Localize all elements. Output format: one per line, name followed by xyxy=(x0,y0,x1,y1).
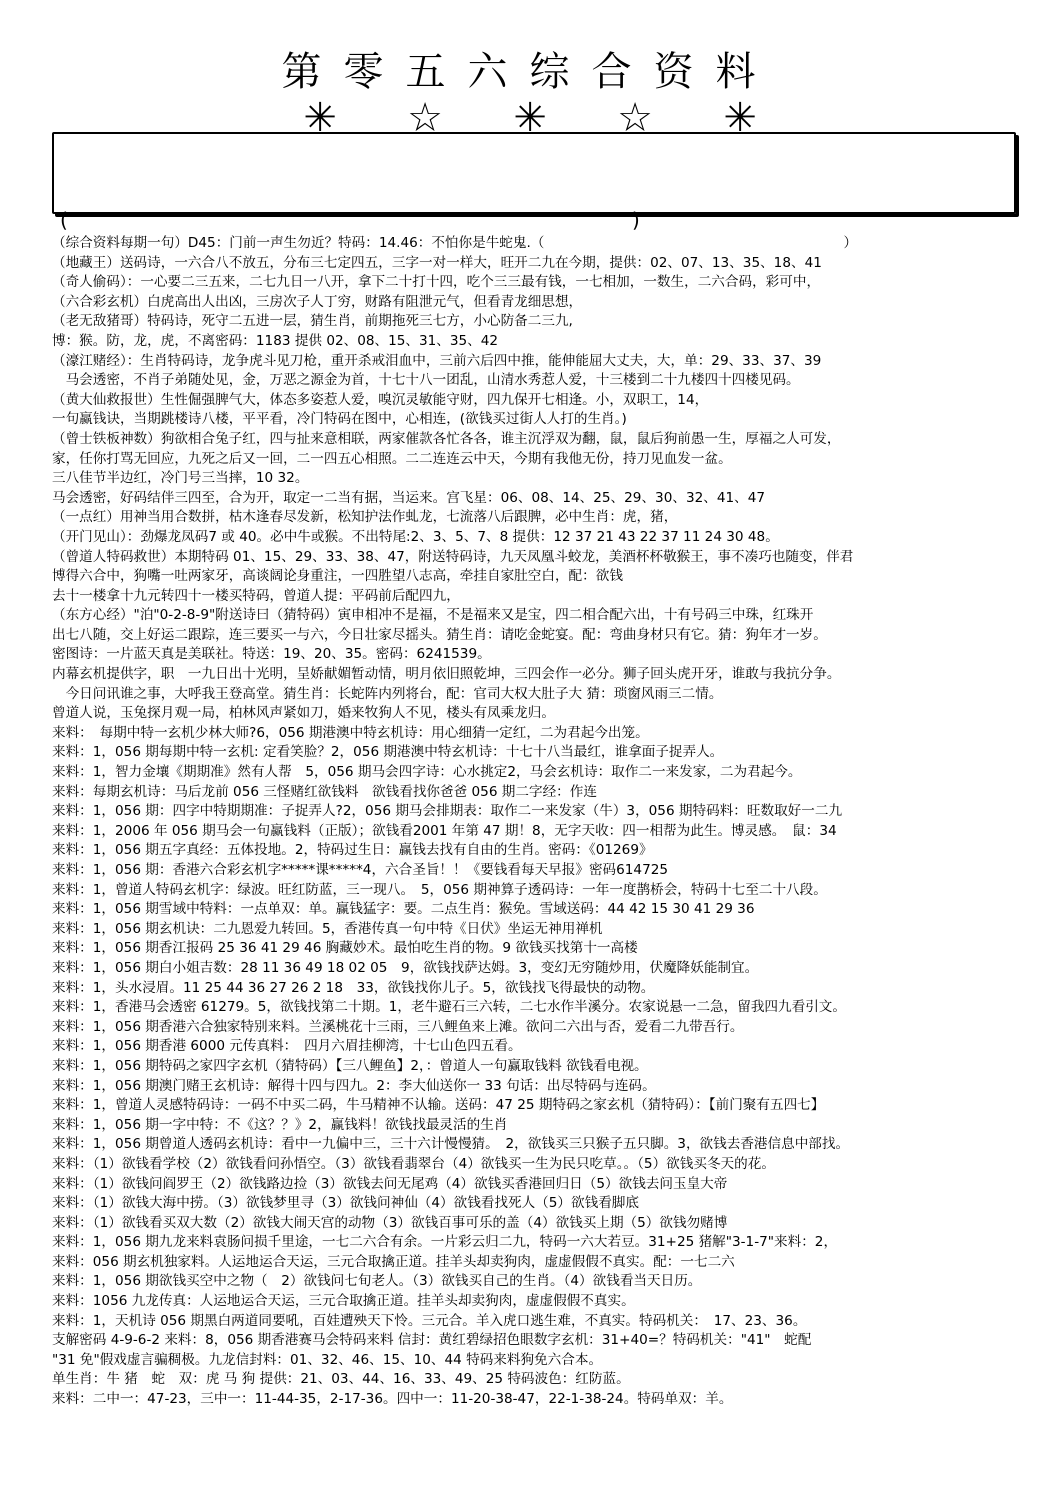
text-line: 来料：1，056 期香江报码 25 36 41 29 46 胸藏妙术。最怕吃生肖的物。9 欲钱买找第十一高楼 xyxy=(52,940,638,957)
text-line: 来料：（1）欲钱大海中捞。（3）欲钱梦里寻（3）欲钱问神仙（4）欲钱看找死人（5）欲钱看脚底 xyxy=(52,1195,639,1212)
text-line: （黄大仙救报世）生性倔强脾气大，体态多姿惹人爱，嗅沉灵敏能守财，四九保开七相逢。小，双职工，14， xyxy=(52,391,709,408)
text-line: 来料：1，香港马会透密 61279。5，欲钱找第二十期。1，老牛避石三六转，二七水作半溪分。农家说悬一二急，留我四九看引文。 xyxy=(52,999,846,1016)
text-line: 来料：1，056 期五字真经：五体投地。2，特码过生日：赢钱去找有自由的生肖。密码：《01269》 xyxy=(52,842,653,859)
star-icon: ☆ xyxy=(617,95,653,141)
text-line: （东方心经）"泊"0-2-8-9"附送诗曰（猜特码）寅申相冲不是福，不是福来又是宝，四二相合配六出，十有号码三中珠，红珠开 xyxy=(52,607,814,624)
text-line: （奇人偷码）：一心要二三五来，二七九日一八开，拿下二十打十四，吃个三三最有钱，一七相加，一数生，二六合码，彩可中， xyxy=(52,274,821,291)
text-line: 来料：1，天机诗 056 期黑白两道同要吼，百娃遭殃天下怜。三元合。羊入虎口逃生难，不真实。特码机关： 17、23、36。 xyxy=(52,1312,807,1329)
close-paren: ) xyxy=(632,208,640,232)
text-line: 来料：1，056 期：四字中特期期准：子捉弄人?2，056 期马会排期表：取作二一来发家（牛）3，056 期特码料：旺数取好一二九 xyxy=(52,803,843,820)
text-line: 来料：1，056 期曾道人透码玄机诗：看中一九偏中三，三十六计慢慢猜。 2，欲钱买三只猴子五只脚。3，欲钱去香港信息中部找。 xyxy=(52,1136,850,1153)
text-line: 来料：（1）欲钱问阎罗王（2）欲钱路边捡（3）欲钱去问无尾鸡（4）欲钱买香港回归日（5）欲钱去问玉皇大帝 xyxy=(52,1175,728,1192)
open-paren: ( xyxy=(60,208,68,232)
asterisk-icon: ✳ xyxy=(303,95,337,141)
text-line: 来料：（1）欲钱看学校（2）欲钱看问孙悟空。（3）欲钱看翡翠台（4）欲钱买一生为民只吃草。。（5）欲钱买冬天的花。 xyxy=(52,1155,775,1172)
banner-box xyxy=(52,132,1016,214)
text-line: 来料：1，056 期香港 6000 元传真料： 四月六眉挂柳湾，十七山色四五看。 xyxy=(52,1038,522,1055)
text-line: 来料：二中一：47-23，三中一：11-44-35，2-17-36。四中一：11-20-38-47，22-1-38-24。特码单双：羊。 xyxy=(52,1391,733,1408)
content-body xyxy=(52,234,1012,1410)
text-line: 来料：1，曾道人特码玄机字：绿波。旺红防蓝，三一现八。 5，056 期神算子透码诗：一年一度鹊桥会，特码十七至二十八段。 xyxy=(52,881,827,898)
text-line: 来料：1，056 期每期中特一玄机: 定看笑脸？2，056 期港澳中特玄机诗：十七十八当最红，谁拿面子捉弄人。 xyxy=(52,744,724,761)
text-line: （老无敌猪哥）特码诗，死守二五进一层，猜生肖，前期拖死三七方，小心防备二三九, xyxy=(52,313,573,330)
text-line: 支解密码 4-9-6-2 来料：8，056 期香港赛马会特码来料 信封：黄红碧绿招色眼数字玄机：31+40=？特码机关："41" 蛇配 xyxy=(52,1332,812,1349)
text-line: 来料：056 期玄机独家料。人运地运合天运，三元合取擒正道。挂羊头却卖狗肉，虚虚假假不真实。配：一七二六 xyxy=(52,1253,735,1270)
text-line: 来料：1，头水浸眉。11 25 44 36 27 26 2 18 33，欲钱找你儿子。5，欲钱找飞得最快的动物。 xyxy=(52,979,655,996)
text-line: "31 免"假戏虚言骗稠极。九龙信封料：01、32、46、15、10、44 特码来料狗免六合本。 xyxy=(52,1351,603,1368)
text-line: 曾道人说，玉兔探月观一局，柏林风声紧如刀，婚来牧狗人不见，楼头有凤乘龙归。 xyxy=(52,705,555,722)
page-title: 第零五六综合资料 xyxy=(281,49,778,95)
asterisk-icon: ✳ xyxy=(723,95,757,141)
text-line: 密图诗：一片蓝天真是美联社。特送：19、20、35。密码：6241539。 xyxy=(52,646,491,663)
text-line: 内幕玄机提供字，职 一九日出十光明，呈娇献媚暂动情，明月依旧照乾坤，三四会作一必分。狮子回头虎开牙，谁敢与我抗分争。 xyxy=(52,666,841,683)
text-line: 三八佳节半边红，冷门号三当摔，10 32。 xyxy=(52,470,309,487)
text-line: 来料：1，056 期欲钱买空中之物（ 2）欲钱问七旬老人。（3）欲钱买自己的生肖。（4）欲钱看当天日历。 xyxy=(52,1273,702,1290)
text-line: （开门见山）：劲爆龙凤码7 或 40。必中牛或猴。不出特尾:2、3、5、7、8 提供：12 37 21 43 22 37 11 24 30 48。 xyxy=(52,528,779,545)
text-line: 来料：1，056 期雪域中特料：一点单双：单。赢钱猛字：要。二点生肖：猴免。雪域送码：44 42 15 30 41 29 36 xyxy=(52,901,755,918)
text-line: 马会透密，不肖子弟随处见，金，万恶之源金为首，十七十八一团乱，山清水秀惹人爱，十三楼到二十九楼四十四楼见码。 xyxy=(52,372,800,389)
text-line: 来料：1，056 期九龙来料袁肠问损千里途，一七二六合有余。一片彩云归二九，特码一六大若豆。31+25 猪解"3-1-7"来料：2， xyxy=(52,1234,838,1251)
text-line: 来料：1，056 期玄机诀：二九恩爱九转回。5，香港传真一句中特《日伏》坐运无神用禅机 xyxy=(52,920,603,937)
text-line: （地藏王）送码诗，一六合八不放五，分布三七定四五，三字一对一样大，旺开二九在今期，提供：02、07、13、35、18、41 xyxy=(52,254,822,271)
text-line: （濠江赌经）：生肖特码诗，龙争虎斗见刀枪，重开杀戒泪血中，三前六后四中推，能伸能屈大丈夫，大，单：29、33、37、39 xyxy=(52,352,822,369)
text-line: 来料：1，曾道人灵感特码诗：一码不中买二码，牛马精神不认输。送码：47 25 期特码之家玄机（猜特码）：【前门聚有五四七】 xyxy=(52,1097,825,1114)
text-line: 一句赢钱诀，当期跳楼诗八楼，平平看，冷门特码在图中，心相连，(欲钱买过街人人打的生肖。) xyxy=(52,411,627,428)
text-line: 博：猴。防，龙，虎，不离密码：1183 提供 02、08、15、31、35、42 xyxy=(52,332,499,349)
text-line: （一点红）用神当用合数拼，枯木逢春尽发新，松知护法作虬龙，七流落八后跟脾，必中生肖：虎，猪， xyxy=(52,509,678,526)
star-icon: ☆ xyxy=(407,95,443,141)
text-line: 来料：1，056 期香港六合独家特别来料。兰溪桃花十三雨，三八鲤鱼来上滩。欲问二六出与否，爱看二九带吾行。 xyxy=(52,1018,744,1035)
text-line: 今日问讯谁之事，大呼我王登高堂。猜生肖：长蛇阵内列将台，配：官司大权大肚子大 猜：琐窗风雨三二情。 xyxy=(52,685,723,702)
text-line: 来料：（1）欲钱看买双大数（2）欲钱大闹天宫的动物（3）欲钱百事可乐的盖（4）欲钱买上期（5）欲钱勿赌博 xyxy=(52,1214,728,1231)
asterisk-icon: ✳ xyxy=(513,95,547,141)
text-line: （曾士铁板神数）狗欲相合兔子红，四与扯来意相联，两家催款各忙各各，谁主沉浮双为翻，鼠，鼠后狗前愚一生，厚福之人可发， xyxy=(52,430,841,447)
text-line: 来料：1，056 期澳门赌王玄机诗：解得十四与四九。2：李大仙送你一 33 句话：出尽特码与连码。 xyxy=(52,1077,656,1094)
text-line: 马会透密，好码结伴三四至，合为开，取定一二当有据，当运来。宫飞星：06、08、14、25、29、30、32、41、47 xyxy=(52,489,766,506)
text-line: 来料：1，056 期特码之家四字玄机（猜特码）【三八鲤鱼】2，：曾道人一句赢取钱料 欲钱看电视。 xyxy=(52,1057,648,1074)
text-line: 来料： 每期中特一玄机少林大师?6，056 期港澳中特玄机诗：用心细猜一定红，二为君起今出笼。 xyxy=(52,724,649,741)
text-line: 来料：每期玄机诗：马后龙前 056 三怪赌红欲钱料 欲钱看找你爸爸 056 期二字经：作连 xyxy=(52,783,597,800)
text-line: 来料：1，056 期白小姐吉数：28 11 36 49 18 02 05 9，欲钱找萨达姆。3，变幻无穷随炒用，伏魔降妖能制宜。 xyxy=(52,959,759,976)
text-line: 博得六合中，狗嘴一吐两家牙，高谈阔论身重注，一四胜望八志高，牵挂自家肚空白，配：欲钱 xyxy=(52,568,623,585)
text-line: （综合资料每期一句）D45：门前一声生勿近？特码：14.46：不怕你是牛蛇鬼.（ ） xyxy=(52,235,858,251)
text-line: 去十一楼拿十九元转四十一楼买特码，曾道人提：平码前后配四九， xyxy=(52,587,460,604)
text-line: 出七八随，交上好运二跟踪，连三要买一与六，今日壮家尽摇头。猜生肖：请吃金蛇宴。配：弯曲身材只有它。猜：狗年才一岁。 xyxy=(52,626,827,643)
text-line: 家，任你打骂无回应，九死之后又一回，二一四五心相照。二二连连云中天，今期有我他无份，持刀见血发一盆。 xyxy=(52,450,732,467)
text-line: （六合彩玄机）白虎高出人出凶，三房次子人丁穷，财路有阻泄元气，但看青龙细思想， xyxy=(52,293,583,310)
text-line: 来料：1，056 期：香港六合彩玄机字*****课*****4，六合圣旨！！《要钱看每天早报》密码614725 xyxy=(52,862,669,878)
text-line: 来料：1056 九龙传真：人运地运合天运，三元合取擒正道。挂羊头却卖狗肉，虚虚假假不真实。 xyxy=(52,1293,635,1310)
text-line: 来料：1，056 期一字中特：不《这？？》2，赢钱料！欲钱找最灵活的生肖 xyxy=(52,1116,508,1133)
text-line: 单生肖：牛 猪 蛇 双：虎 马 狗 提供：21、03、44、16、33、49、25 特码波色：红防蓝。 xyxy=(52,1371,630,1388)
text-line: （曾道人特码救世）本期特码 01、15、29、33、38、47，附送特码诗，九天凤凰斗蛟龙，美酒杯杯敬猴王，事不凑巧也随变，伴君 xyxy=(52,548,854,565)
text-line: 来料：1，2006 年 056 期马会一句赢钱料（正版）；欲钱看2001 年第 47 期！8，无字天收：四一相帮为此生。博灵感。 鼠：34 xyxy=(52,822,837,839)
text-line: 来料：1，智力金壤《期期准》然有人帮 5，056 期马会四字诗：心水挑定2，马会玄机诗：取作二一来发家，二为君起今。 xyxy=(52,764,802,781)
